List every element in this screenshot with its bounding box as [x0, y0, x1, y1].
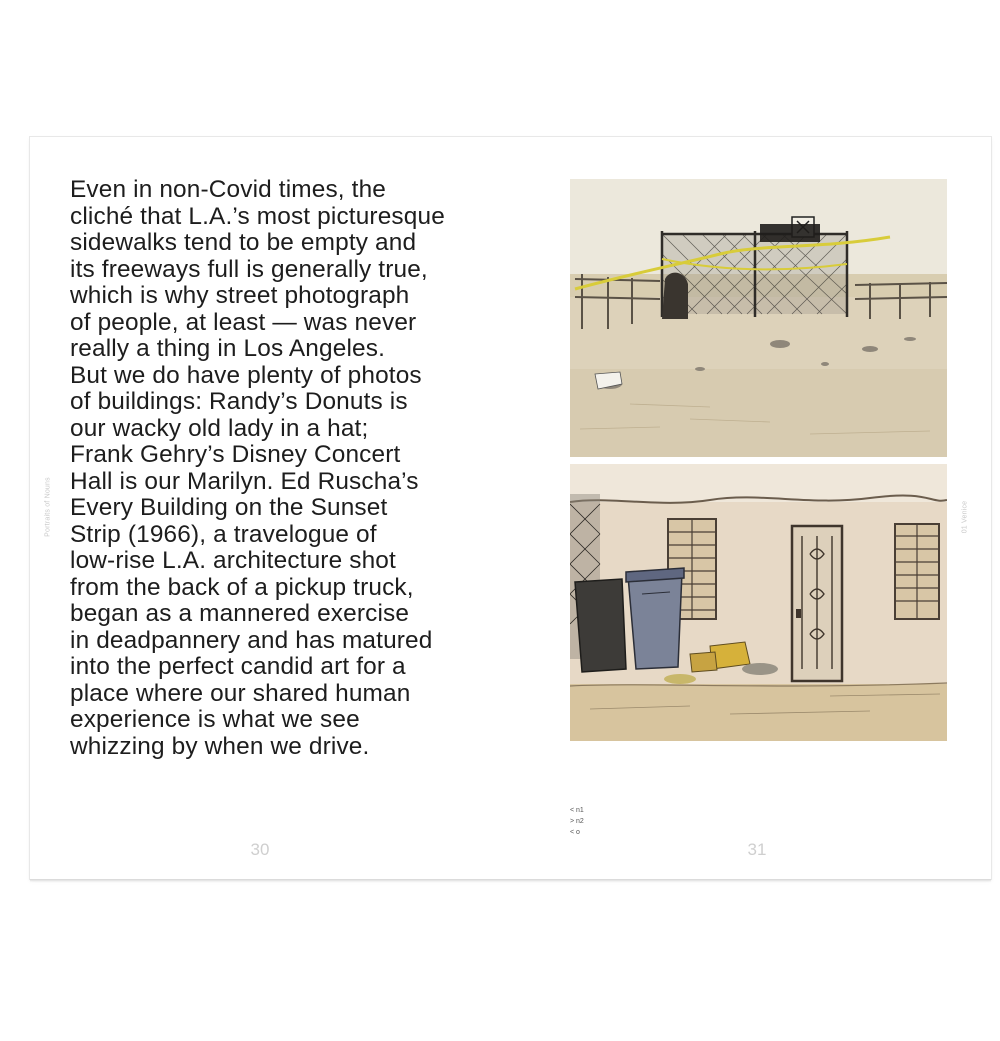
book-spread [30, 137, 991, 879]
fenced-lot-illustration [570, 179, 947, 457]
nav-code: < o [570, 829, 580, 836]
body-text: Even in non-Covid times, the cliché that L.A.’s most picturesque sidewalks tend to be empty and its freeways full is generally true, which is why street photograph of people, at least — was never really a thing in Los Angeles. But we do have plenty of photos of buildings: Randy’s Donuts is our wacky old lady in a hat; Frank Gehry’s Disney Concert Hall is our Marilyn. Ed Ruscha’s Every Building on the Sunset Strip (1966), a travelogue of low-rise L.A. architecture shot from the back of a pickup truck, began as a mannered exercise in deadpannery and has matured into the perfect candid art for a place where our shared human experience is what we see whizzing by when we drive. [70, 176, 445, 760]
running-head-left: Portraits of Nouns [44, 477, 52, 537]
nav-code: > n2 [570, 818, 584, 825]
nav-codes [570, 805, 584, 838]
left-page [30, 137, 510, 879]
fenced-lot-drawing [570, 179, 947, 457]
nav-code: < n1 [570, 807, 584, 814]
page-number-right: 31 [747, 840, 767, 859]
running-head-right: 01 Venice [961, 500, 969, 534]
building-facade-illustration [570, 464, 947, 741]
page-number-left: 30 [250, 840, 270, 859]
building-facade-drawing [570, 464, 947, 741]
